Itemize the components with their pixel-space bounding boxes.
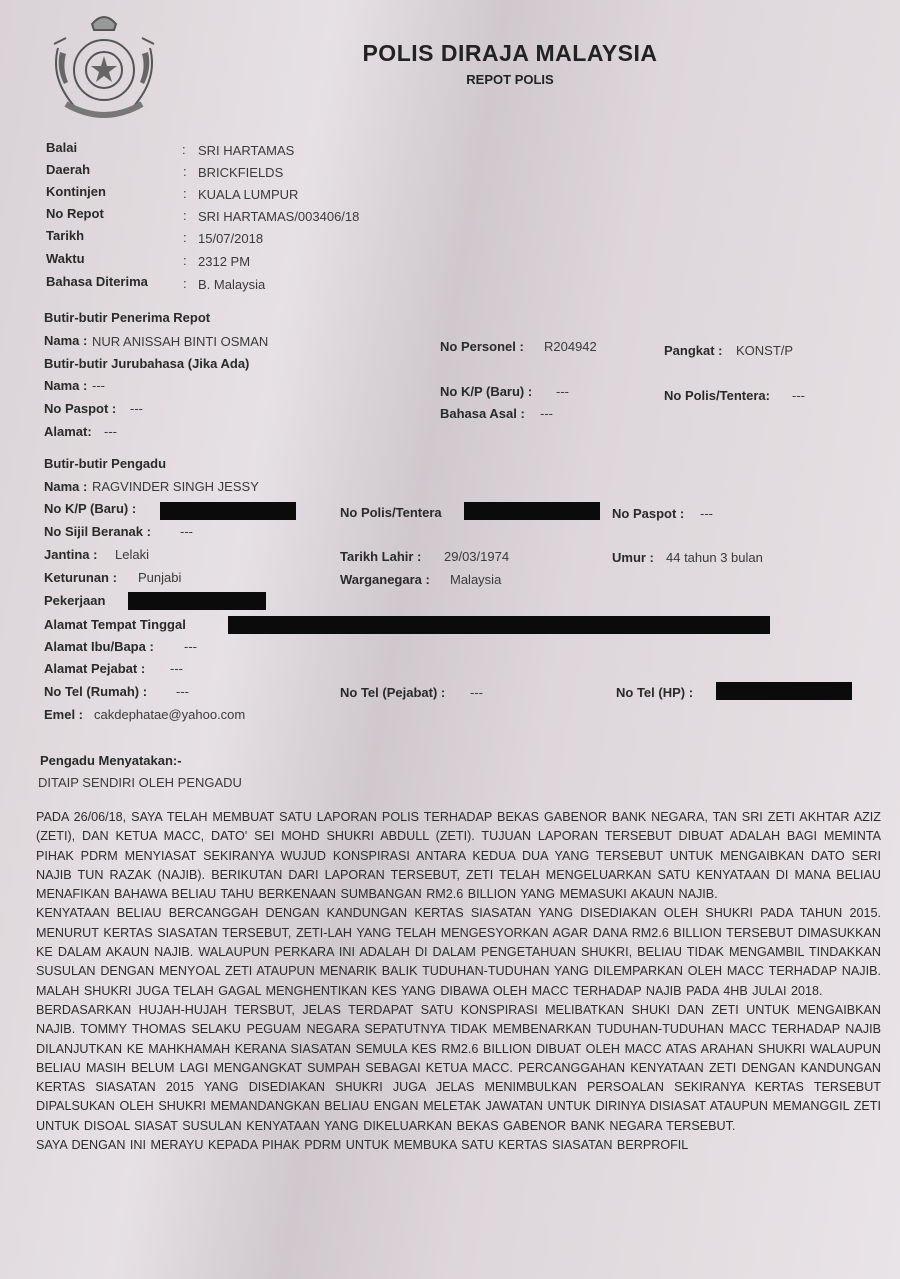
statement-body bbox=[36, 808, 881, 1155]
telrumah-label: No Tel (Rumah) : bbox=[44, 684, 148, 699]
emel-label: Emel : bbox=[44, 707, 84, 722]
statement-paragraph: KENYATAAN BELIAU BERCANGGAH DENGAN KANDUNGAN KERTAS SIASATAN YANG DISEDIAKAN OLEH SHUKRI PADA TAHUN 2015. MENURUT KERTAS SIASATAN TERSEBUT, ZETI-LAH YANG TELAH MENGESYORKAN AGAR DANA RM2.6 BILLION TERSEBUT DIMASUKKAN KE DALAM AKAUN NAJIB. WALAUPUN PERKARA INI ADALAH DI DALAM PENGETAHUAN SHUKRI, BELIAU TIDAK MENGAMBIL TINDAKKAN SUSULAN DENGAN MENYOAL ZETI ATAUPUN MENARIK BALIK TUDUHAN-TUDUHAN YANG DILEMPARKAN OLEH MACC TERHADAP NAJIB. MALAH SHUKRI JUGA TELAH GAGAL MENGHENTIKAN KES YANG DIBAWA OLEH MACC TERHADAP NAJIB PADA 4HB JULAI 2018. bbox=[36, 906, 881, 998]
sijil-value: --- bbox=[180, 524, 193, 539]
statement-heading: Pengadu Menyatakan:- bbox=[40, 753, 182, 768]
statement-paragraph: SAYA DENGAN INI MERAYU KEPADA PIHAK PDRM UNTUK MEMBUKA SATU KERTAS SIASATAN BERPROFIL bbox=[36, 1138, 689, 1153]
kontinjen-label: Kontinjen bbox=[46, 184, 106, 199]
statement-paragraph: PADA 26/06/18, SAYA TELAH MEMBUAT SATU LAPORAN POLIS TERHADAP BEKAS GABENOR BANK NEGARA, TAN SRI ZETI AKHTAR AZIZ (ZETI), DAN KETUA MACC, DATO' SEI MOHD SHUKRI ABDULL (ZETI). TUJUAN LAPORAN TERSEBUT DIBUAT ADALAH BAGI MEMINTA PIHAK PDRM MENYIASAT SEKIRANYA WUJUD KONSPIRASI ANTARA KEDUA DUA YANG TERSEBUT UNTUK MENGAIBKAN DATO SERI NAJIB TUN RAZAK (NAJIB). BERIKUTAN DARI LAPORAN TERSEBUT, ZETI TELAH MENGELUARKAN SATU KENYATAAN DI MANA BELIAU MENAFIKAN BAHAWA BELIAU TAHU BERKENAAN SUMBANGAN RM2.6 BILLION YANG MEMASUKI AKAUN NAJIB. bbox=[36, 810, 881, 902]
colon: : bbox=[183, 230, 187, 245]
page-subtitle: REPOT POLIS bbox=[466, 72, 554, 87]
jantina-label: Jantina : bbox=[44, 547, 98, 562]
colon: : bbox=[183, 186, 187, 201]
personel-label: No Personel : bbox=[440, 339, 524, 354]
bahasa-label: Bahasa Diterima bbox=[46, 274, 148, 289]
interpreter-name-value: --- bbox=[92, 378, 105, 393]
kontinjen-value: KUALA LUMPUR bbox=[198, 187, 299, 202]
bahasa-value: B. Malaysia bbox=[198, 277, 266, 292]
redaction-box bbox=[464, 502, 600, 520]
pejabat-value: --- bbox=[170, 661, 183, 676]
complainant-polis-label: No Polis/Tentera bbox=[340, 505, 442, 520]
sijil-label: No Sijil Beranak : bbox=[44, 524, 151, 539]
umur-value: 44 tahun 3 bulan bbox=[666, 550, 763, 565]
umur-label: Umur : bbox=[612, 550, 654, 565]
waktu-value: 2312 PM bbox=[198, 254, 251, 269]
redaction-box bbox=[716, 682, 852, 700]
redaction-box bbox=[160, 502, 296, 520]
complainant-paspot-label: No Paspot : bbox=[612, 506, 685, 521]
tarikh-label: Tarikh bbox=[46, 228, 85, 243]
complainant-paspot-value: --- bbox=[700, 506, 713, 521]
colon: : bbox=[183, 164, 187, 179]
interpreter-polis-value: --- bbox=[792, 388, 805, 403]
lahir-value: 29/03/1974 bbox=[444, 549, 510, 564]
norepot-label: No Repot bbox=[46, 206, 104, 221]
jantina-value: Lelaki bbox=[115, 547, 149, 562]
interpreter-polis-label: No Polis/Tentera: bbox=[664, 388, 770, 403]
daerah-value: BRICKFIELDS bbox=[198, 165, 284, 180]
interpreter-alamat-label: Alamat: bbox=[44, 424, 92, 439]
page-title: POLIS DIRAJA MALAYSIA bbox=[362, 40, 658, 66]
receiver-name-label: Nama : bbox=[44, 333, 88, 348]
colon: : bbox=[183, 253, 187, 268]
interpreter-name-label: Nama : bbox=[44, 378, 88, 393]
tinggal-label: Alamat Tempat Tinggal bbox=[44, 617, 186, 632]
waktu-label: Waktu bbox=[46, 251, 85, 266]
balai-label: Balai bbox=[46, 140, 78, 155]
lahir-label: Tarikh Lahir : bbox=[340, 549, 422, 564]
colon: : bbox=[183, 208, 187, 223]
ibubapa-label: Alamat Ibu/Bapa : bbox=[44, 639, 154, 654]
interpreter-kp-value: --- bbox=[556, 384, 569, 399]
statement-paragraph: BERDASARKAN HUJAH-HUJAH TERSBUT, JELAS TERDAPAT SATU KONSPIRASI MELIBATKAN SHUKI DAN ZETI UNTUK MENGAIBKAN NAJIB. TOMMY THOMAS SELAKU PEGUAM NEGARA SEPATUTNYA TIDAK MEMBENARKAN TUDUHAN-TUDUHAN MACC TERHADAP NAJIB DILANJUTKAN KE MAHKHAMAH KERANA SIASATAN SEMULA KES RM2.6 BILLION DIBUAT OLEH MACC ATAS ARAHAN SHUKRI WALAUPUN BELIAU MASIH BELUM LAGI MENGANGKAT SUMPAH SEBAGAI KETUA MACC. PERCANGGAHAN KENYATAAN ZETI DENGAN KANDUNGAN KERTAS SIASATAN 2015 YANG DISEDIAKAN SHUKRI JUGA JELAS MENIMBULKAN PERSOALAN SEKIRANYA KERTAS TERSEBUT DIPALSUKAN OLEH SHUKRI MEMANDANGKAN BELIAU ENGAN MELETAK JAWATAN UNTUK DIRINYA DISIASAT ATAUPUN MEMANGGIL ZETI UNTUK DISOAL SIASAT SUSULAN KENYATAAN YANG DIKELUARKAN BEKAS GABENOR BANK NEGARA TERSEBUT. bbox=[36, 1002, 881, 1133]
redaction-box bbox=[128, 592, 266, 610]
interpreter-bahasa-value: --- bbox=[540, 406, 553, 421]
emel-value: cakdephatae@yahoo.com bbox=[94, 707, 246, 722]
ibubapa-value: --- bbox=[184, 639, 197, 654]
balai-value: SRI HARTAMAS bbox=[198, 143, 295, 158]
warga-label: Warganegara : bbox=[340, 572, 430, 587]
interpreter-heading: Butir-butir Jurubahasa (Jika Ada) bbox=[44, 356, 250, 371]
warga-value: Malaysia bbox=[450, 572, 502, 587]
typed-by: DITAIP SENDIRI OLEH PENGADU bbox=[38, 775, 242, 790]
personel-value: R204942 bbox=[544, 339, 597, 354]
telpejabat-label: No Tel (Pejabat) : bbox=[340, 685, 446, 700]
complainant-name-value: RAGVINDER SINGH JESSY bbox=[92, 479, 259, 494]
interpreter-kp-label: No K/P (Baru) : bbox=[440, 384, 533, 399]
receiver-name-value: NUR ANISSAH BINTI OSMAN bbox=[92, 334, 269, 349]
pangkat-value: KONST/P bbox=[736, 343, 794, 358]
receiver-heading: Butir-butir Penerima Repot bbox=[44, 310, 211, 325]
complainant-heading: Butir-butir Pengadu bbox=[44, 456, 167, 471]
telhp-label: No Tel (HP) : bbox=[616, 685, 694, 700]
pejabat-label: Alamat Pejabat : bbox=[44, 661, 146, 676]
interpreter-alamat-value: --- bbox=[104, 424, 117, 439]
interpreter-paspot-label: No Paspot : bbox=[44, 401, 117, 416]
keturunan-label: Keturunan : bbox=[44, 570, 117, 585]
keturunan-value: Punjabi bbox=[138, 570, 182, 585]
colon: : bbox=[182, 142, 186, 157]
interpreter-paspot-value: --- bbox=[130, 401, 143, 416]
daerah-label: Daerah bbox=[46, 162, 91, 177]
pekerjaan-label: Pekerjaan bbox=[44, 593, 106, 608]
redaction-box bbox=[228, 616, 770, 634]
telpejabat-value: --- bbox=[470, 685, 483, 700]
tarikh-value: 15/07/2018 bbox=[198, 231, 264, 246]
telrumah-value: --- bbox=[176, 684, 189, 699]
norepot-value: SRI HARTAMAS/003406/18 bbox=[198, 209, 360, 224]
complainant-kp-label: No K/P (Baru) : bbox=[44, 501, 137, 516]
pangkat-label: Pangkat : bbox=[664, 343, 723, 358]
complainant-name-label: Nama : bbox=[44, 479, 88, 494]
colon: : bbox=[183, 276, 187, 291]
interpreter-bahasa-label: Bahasa Asal : bbox=[440, 406, 525, 421]
